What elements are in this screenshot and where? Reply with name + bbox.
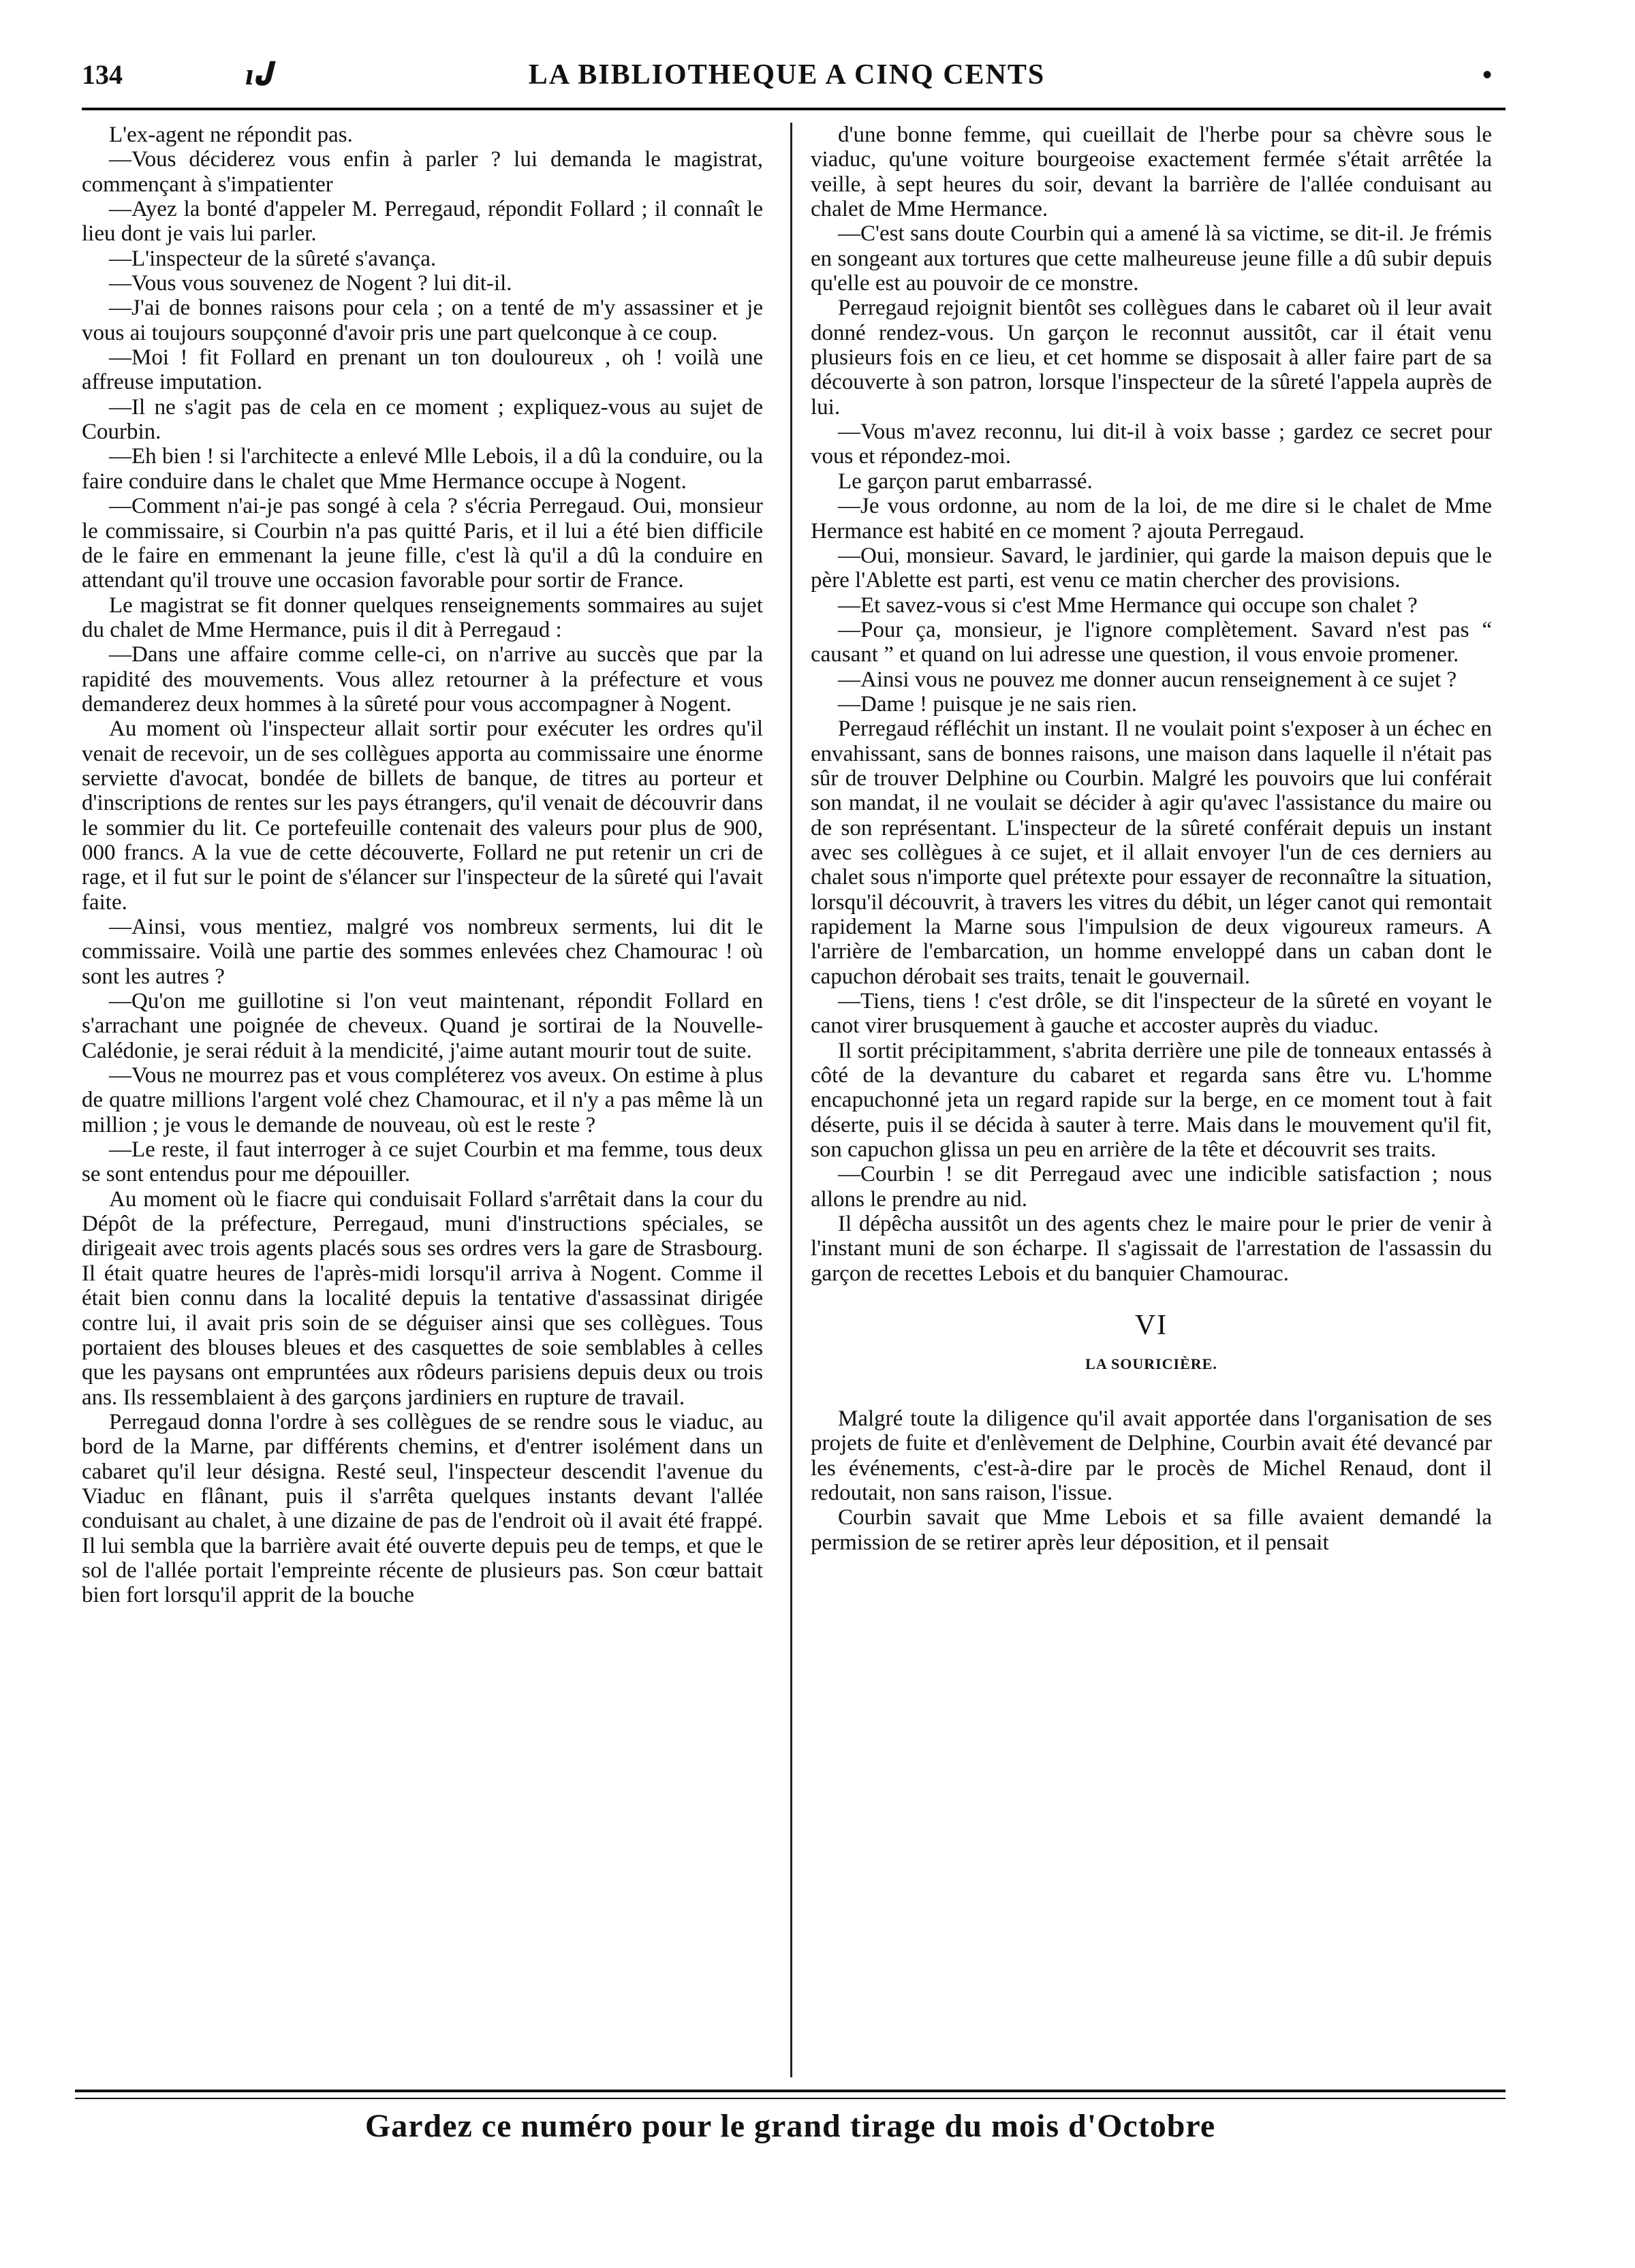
paragraph: —Je vous ordonne, au nom de la loi, de me dire si le chalet de Mme Hermance est habité en ce moment ? ajouta Perregaud. [811, 494, 1492, 544]
paragraph: —Ainsi, vous mentiez, malgré vos nombreux serments, lui dit le commissaire. Voilà une partie des sommes enlevées chez Chamourac ! où sont les autres ? [82, 915, 763, 989]
section-number: VI [1134, 1310, 1168, 1342]
footer-rule [75, 2090, 1506, 2092]
paragraph: —Eh bien ! si l'architecte a enlevé Mlle Lebois, il a dû la conduire, ou la faire conduire dans le chalet que Mme Hermance occupe à Nogent. [82, 444, 763, 494]
paragraph: —J'ai de bonnes raisons pour cela ; on a tenté de m'y assassiner et je vous ai toujours soupçonné d'avoir pris une part quelconque à ce coup. [82, 296, 763, 345]
paragraph: —Il ne s'agit pas de cela en ce moment ; expliquez-vous au sujet de Courbin. [82, 394, 763, 445]
paragraph: —C'est sans doute Courbin qui a amené là sa victime, se dit-il. Je frémis en songeant aux tortures que cette malheureuse jeune fille a dû subir depuis qu'elle est au pouvoir de ce monstre. [811, 221, 1492, 296]
paragraph: Perregaud réfléchit un instant. Il ne voulait point s'exposer à un échec en envahissant, sans de bonnes raisons, une maison dans laquelle il n'était pas sûr de trouver Delphine ou Courbin. Malgré les pouvoirs que lui conférait son mandat, il ne voulait se décider à agir qu'avec l'assistance du maire ou de son représentant. L'inspecteur de la sûreté conférait depuis un instant avec ses collègues à ce sujet, et il allait envoyer l'un de ces derniers au chalet sous n'importe quel prétexte pour essayer de reconnaître la situation, lorsqu'il découvrit, à travers les vitres du débit, un léger canot qui remontait rapidement la Marne sous l'impulsion de deux vigoureux rameurs. A l'arrière de l'embarcation, un homme enveloppé dans un caban dont le capuchon dérobait ses traits, tenait le gouvernail. [811, 716, 1492, 989]
paragraph: —Tiens, tiens ! c'est drôle, se dit l'inspecteur de la sûreté en voyant le canot virer brusquement à gauche et accoster auprès du viaduc. [811, 989, 1492, 1039]
column-divider [790, 123, 792, 2077]
right-column [811, 123, 1492, 2077]
paragraph: Il dépêcha aussitôt un des agents chez le maire pour le prier de venir à l'instant muni de son écharpe. Il s'agissait de l'arrestation de l'assassin du garçon de recettes Lebois et du banquier Chamourac. [811, 1212, 1492, 1286]
running-title: LA BIBLIOTHEQUE A CINQ CENTS [528, 59, 1046, 91]
paragraph: Il sortit précipitamment, s'abrita derrière une pile de tonneaux entassés à côté de la devanture du cabaret et regarda sans être vu. L'homme encapuchonné jeta un regard rapide sur la berge, en ce moment tout à fait déserte, puis il se décida à sauter à terre. Mais dans le mouvement qu'il fit, son capuchon glissa un peu en arrière de la tête et découvrit ses traits. [811, 1038, 1492, 1163]
paragraph: —Comment n'ai-je pas songé à cela ? s'écria Perregaud. Oui, monsieur le commissaire, si Courbin n'a pas quitté Paris, et il lui a été bien difficile de le faire en emmenant la jeune fille, c'est là qu'il a dû la conduire en attendant qu'il trouve une occasion favorable pour sortir de France. [82, 494, 763, 593]
paragraph: —Et savez-vous si c'est Mme Hermance qui occupe son chalet ? [838, 593, 1418, 618]
paragraph: —Oui, monsieur. Savard, le jardinier, qui garde la maison depuis que le père l'Ablette est parti, est venu ce matin chercher des provisions. [811, 543, 1492, 593]
header-dot: • [1482, 59, 1492, 90]
section-title: LA SOURICIÈRE. [1085, 1355, 1217, 1372]
paragraph: —L'inspecteur de la sûreté s'avança. [109, 246, 437, 271]
paragraph: —Courbin ! se dit Perregaud avec une indicible satisfaction ; nous allons le prendre au nid. [811, 1162, 1492, 1212]
paragraph: Le magistrat se fit donner quelques renseignements sommaires au sujet du chalet de Mme Hermance, puis il dit à Perregaud : [82, 593, 763, 642]
paragraph: —Vous m'avez reconnu, lui dit-il à voix basse ; gardez ce secret pour vous et répondez-moi. [811, 420, 1492, 469]
paragraph: Courbin savait que Mme Lebois et sa fille avaient demandé la permission de se retirer après leur déposition, et il pensait [811, 1505, 1492, 1555]
paragraph: —Dans une affaire comme celle-ci, on n'arrive au succès que par la rapidité des mouvements. Vous allez retourner à la préfecture et vous demanderez deux hommes à la sûreté pour vous accompagner à Nogent. [82, 642, 763, 716]
paragraph: Malgré toute la diligence qu'il avait apportée dans l'organisation de ses projets de fuite et d'enlèvement de Delphine, Courbin avait été devancé par les événements, c'est-à-dire par le procès de Michel Renaud, dont il redoutait, non sans raison, l'issue. [811, 1406, 1492, 1505]
paragraph: d'une bonne femme, qui cueillait de l'herbe pour sa chèvre sous le viaduc, qu'une voiture bourgeoise exactement fermée s'était arrêtée la veille, à sept heures du soir, devant la barrière de l'allée conduisant au chalet de Mme Hermance. [811, 123, 1492, 222]
paragraph: —Le reste, il faut interroger à ce sujet Courbin et ma femme, tous deux se sont entendus pour me dépouiller. [82, 1137, 763, 1187]
page-number: 134 [82, 59, 123, 90]
paragraph: —Dame ! puisque je ne sais rien. [838, 691, 1137, 716]
header-ornament: ı𝐉 [245, 57, 272, 91]
paragraph: —Ayez la bonté d'appeler M. Perregaud, répondit Follard ; il connaît le lieu dont je vais lui parler. [82, 197, 763, 247]
page-header [82, 59, 1492, 106]
paragraph: —Vous déciderez vous enfin à parler ? lui demanda le magistrat, commençant à s'impatienter [82, 147, 763, 197]
footer-rule-thin [75, 2098, 1506, 2099]
footer-notice: Gardez ce numéro pour le grand tirage du mois d'Octobre [364, 2108, 1216, 2144]
paragraph: Le garçon parut embarrassé. [838, 469, 1093, 494]
paragraph: Perregaud donna l'ordre à ses collègues de se rendre sous le viaduc, au bord de la Marne, par différents chemins, et d'entrer isolément dans un cabaret qu'il leur désigna. Resté seul, l'inspecteur descendit l'avenue du Viaduc en flânant, puis il s'arrêta quelques instants devant l'allée conduisant au chalet, à une dizaine de pas de l'endroit où il avait été frappé. Il lui sembla que la barrière avait été ouverte depuis peu de temps, et que le sol de l'allée portait l'empreinte récente de plusieurs pas. Son cœur battait bien fort lorsqu'il apprit de la bouche [82, 1409, 763, 1608]
paragraph: Au moment où le fiacre qui conduisait Follard s'arrêtait dans la cour du Dépôt de la préfecture, Perregaud, muni d'instructions spéciales, se dirigeait avec trois agents placés sous ses ordres vers la gare de Strasbourg. Il était quatre heures de l'après-midi lorsqu'il arriva à Nogent. Comme il était bien connu dans la localité depuis la tentative d'assassinat dirigée contre lui, il avait pris soin de se déguiser ainsi que ses collègues. Tous portaient des blouses bleues et des casquettes de soie semblables à celles que les paysans ont empruntées aux rôdeurs parisiens depuis deux ou trois ans. Ils ressemblaient à des garçons jardiniers en rupture de travail. [82, 1186, 763, 1410]
paragraph: Au moment où l'inspecteur allait sortir pour exécuter les ordres qu'il venait de recevoir, un de ses collègues apporta au commissaire une énorme serviette d'avocat, bondée de billets de banque, de titres au porteur et d'inscriptions de rentes sur les pays étrangers, qu'il venait de découvrir dans le sommier du lit. Ce portefeuille contenait des valeurs pour plus de 900, 000 francs. A la vue de cette découverte, Follard ne put retenir un cri de rage, et il fut sur le point de s'élancer sur l'inspecteur de la sûreté qui l'avait faite. [82, 716, 763, 915]
paragraph: —Pour ça, monsieur, je l'ignore complètement. Savard n'est pas “ causant ” et quand on lui adresse une question, il vous envoie promener. [811, 617, 1492, 667]
paragraph: L'ex-agent ne répondit pas. [109, 123, 353, 147]
paragraph: —Moi ! fit Follard en prenant un ton douloureux , oh ! voilà une affreuse imputation. [82, 345, 763, 395]
paragraph: —Ainsi vous ne pouvez me donner aucun renseignement à ce sujet ? [838, 667, 1457, 692]
paragraph: —Vous vous souvenez de Nogent ? lui dit-il. [109, 271, 512, 296]
left-column [82, 123, 763, 2077]
paragraph: Perregaud rejoignit bientôt ses collègues dans le cabaret où il leur avait donné rendez-vous. Un garçon le reconnut aussitôt, car il était venu plusieurs fois en ce lieu, et cet homme se disposait à aller faire part de sa découverte à son patron, lorsque l'inspecteur de la sûreté l'appela auprès de lui. [811, 296, 1492, 420]
paragraph: —Vous ne mourrez pas et vous compléterez vos aveux. On estime à plus de quatre millions l'argent volé chez Chamourac, et il n'y a pas même là un million ; je vous le demande de nouveau, où est le reste ? [82, 1063, 763, 1137]
header-rule [82, 108, 1506, 110]
paragraph: —Qu'on me guillotine si l'on veut maintenant, répondit Follard en s'arrachant une poignée de cheveux. Quand je sortirai de la Nouvelle-Calédonie, je serai réduit à la mendicité, j'aime autant mourir tout de suite. [82, 989, 763, 1063]
